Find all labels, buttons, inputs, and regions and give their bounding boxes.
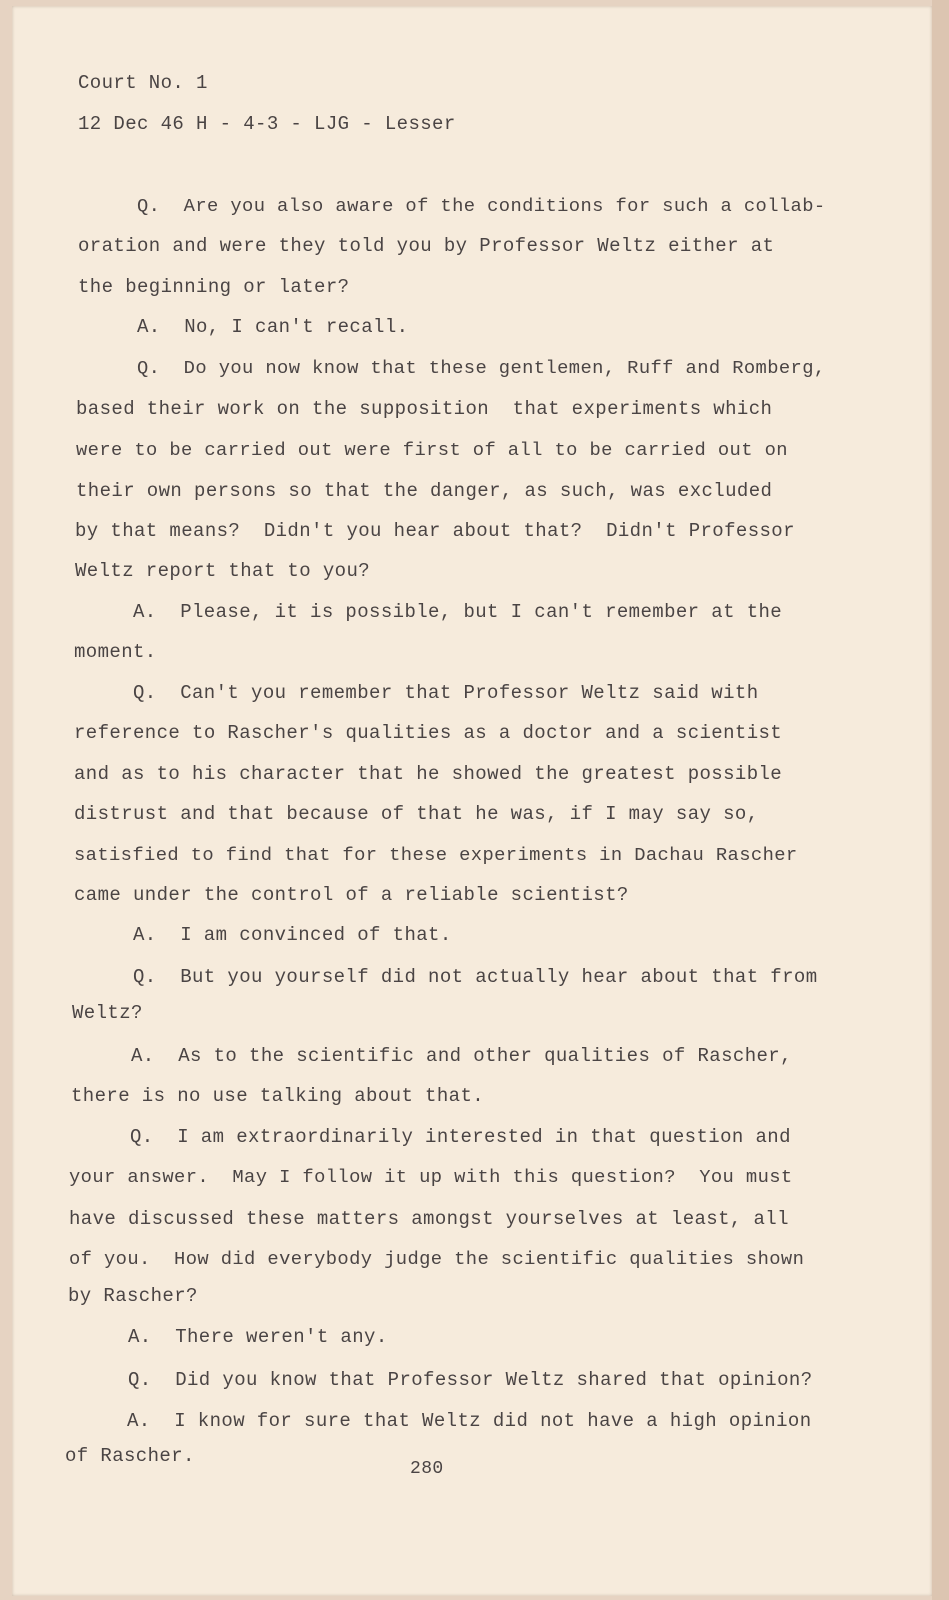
transcript-line: Weltz report that to you? (75, 560, 371, 582)
transcript-line: were to be carried out were first of all to be carried out on (76, 439, 788, 461)
transcript-line: Weltz? (72, 1002, 143, 1024)
transcript-line: distrust and that because of that he was, if I may say so, (74, 803, 759, 825)
transcript-line: Q. Are you also aware of the conditions for such a collab- (137, 195, 826, 217)
transcript-line: Q. But you yourself did not actually hear about that from (133, 966, 818, 988)
transcript-line: Q. I am extraordinarily interested in that question and (130, 1126, 791, 1148)
transcript-line: A. There weren't any. (128, 1326, 388, 1348)
transcript-line: have discussed these matters amongst yourselves at least, all (69, 1208, 789, 1230)
transcript-line: their own persons so that the danger, as such, was excluded (76, 480, 773, 502)
transcript-line: your answer. May I follow it up with this question? You must (69, 1166, 793, 1188)
transcript-line: Q. Did you know that Professor Weltz shared that opinion? (128, 1369, 813, 1391)
transcript-line: there is no use talking about that. (71, 1085, 485, 1107)
page-edge (932, 0, 949, 1600)
transcript-line: came under the control of a reliable scientist? (74, 884, 629, 906)
transcript-line: Q. Can't you remember that Professor Weltz said with (133, 682, 759, 704)
transcript-line: A. I know for sure that Weltz did not have a high opinion (127, 1410, 812, 1432)
page-number: 280 (410, 1459, 444, 1479)
transcript-line: by that means? Didn't you hear about that? Didn't Professor (75, 520, 795, 542)
transcript-line: A. No, I can't recall. (137, 316, 409, 338)
transcript-line: based their work on the supposition that experiments which (76, 398, 773, 420)
court-label: Court No. 1 (78, 72, 208, 94)
session-line: 12 Dec 46 H - 4-3 - LJG - Lesser (78, 113, 456, 135)
transcript-line: and as to his character that he showed the greatest possible (74, 763, 783, 785)
transcript-line: A. Please, it is possible, but I can't remember at the (133, 601, 783, 623)
transcript-line: of Rascher. (65, 1445, 195, 1467)
transcript-line: Q. Do you now know that these gentlemen, Ruff and Romberg, (137, 357, 826, 379)
transcript-line: moment. (74, 641, 157, 663)
transcript-line: of you. How did everybody judge the scientific qualities shown (69, 1248, 805, 1270)
transcript-line: reference to Rascher's qualities as a doctor and a scientist (74, 722, 783, 744)
transcript-line: by Rascher? (68, 1285, 198, 1307)
transcript-line: satisfied to find that for these experiments in Dachau Rascher (74, 844, 798, 866)
transcript-line: A. As to the scientific and other qualities of Rascher, (131, 1045, 792, 1067)
transcript-line: A. I am convinced of that. (133, 924, 452, 946)
transcript-line: the beginning or later? (78, 276, 350, 298)
transcript-line: oration and were they told you by Professor Weltz either at (78, 235, 775, 257)
